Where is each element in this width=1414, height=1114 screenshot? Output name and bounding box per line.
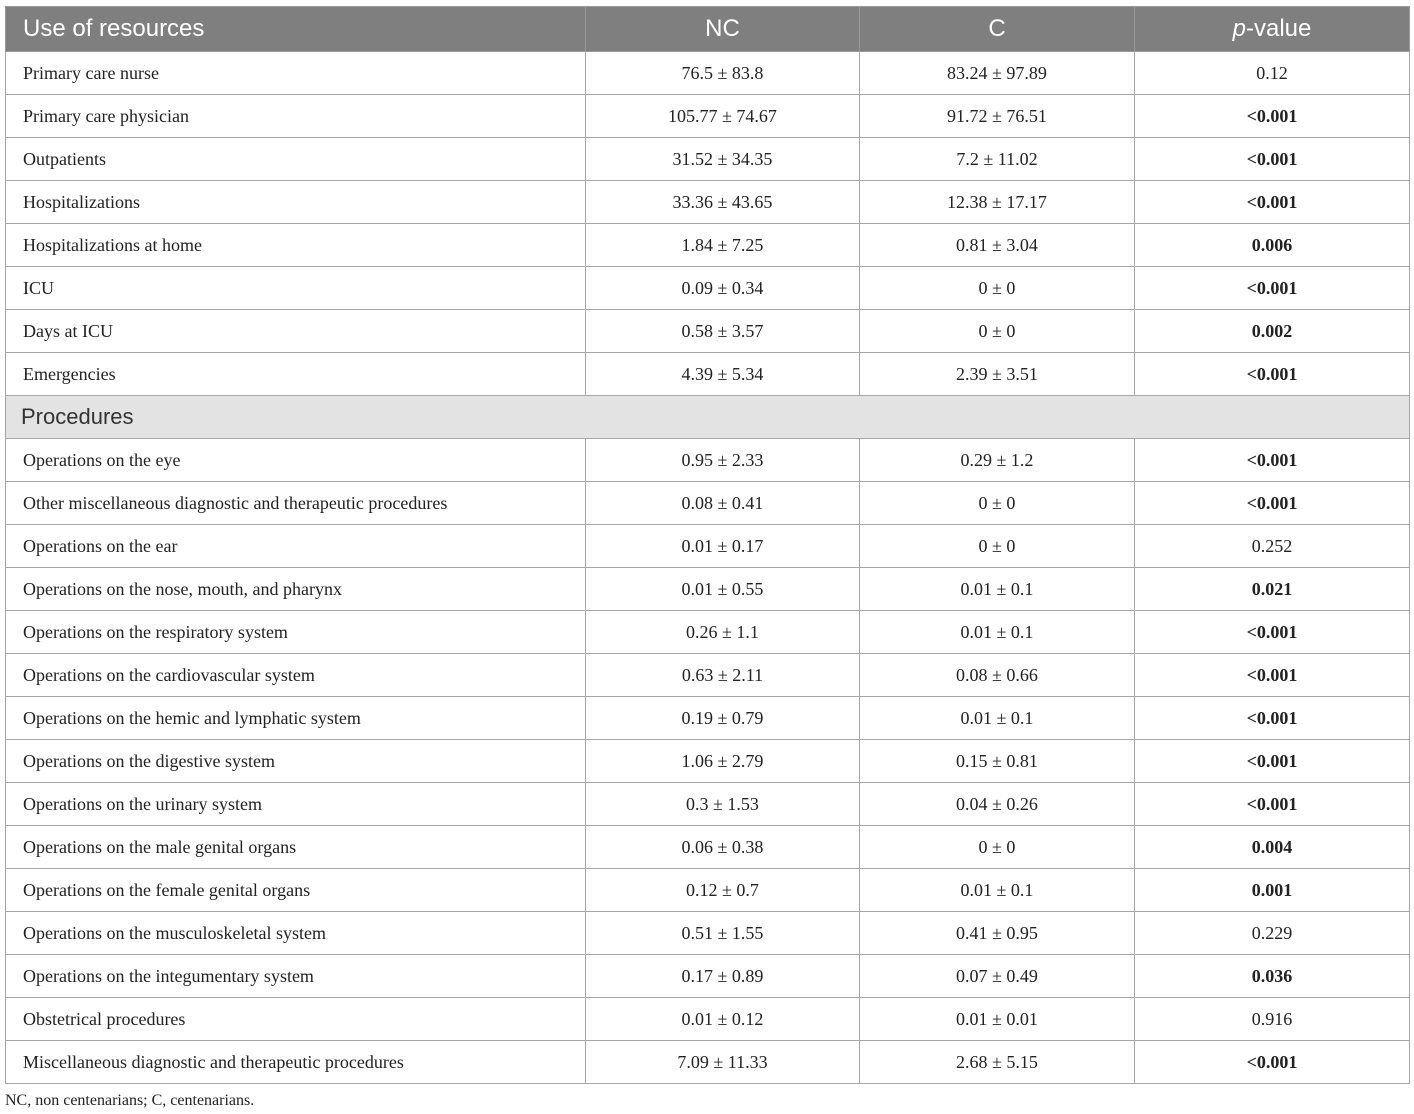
p-value: 0.021 xyxy=(1135,568,1410,611)
nc-value: 0.51 ± 1.55 xyxy=(586,912,860,955)
table-container xyxy=(5,6,1409,1084)
header-use-of-resources: Use of resources xyxy=(6,7,586,52)
row-label: Operations on the nose, mouth, and pharynx xyxy=(6,568,586,611)
nc-value: 1.06 ± 2.79 xyxy=(586,740,860,783)
p-value: <0.001 xyxy=(1135,611,1410,654)
p-value: 0.12 xyxy=(1135,52,1410,95)
c-value: 0.01 ± 0.1 xyxy=(860,697,1135,740)
nc-value: 1.84 ± 7.25 xyxy=(586,224,860,267)
table-row xyxy=(6,138,1410,181)
table-row xyxy=(6,525,1410,568)
p-value: <0.001 xyxy=(1135,95,1410,138)
c-value: 0.41 ± 0.95 xyxy=(860,912,1135,955)
table-row xyxy=(6,912,1410,955)
header-p-value xyxy=(1135,7,1410,52)
row-label: Hospitalizations xyxy=(6,181,586,224)
table-row xyxy=(6,740,1410,783)
table-row xyxy=(6,611,1410,654)
nc-value: 4.39 ± 5.34 xyxy=(586,353,860,396)
p-value: 0.916 xyxy=(1135,998,1410,1041)
nc-value: 0.63 ± 2.11 xyxy=(586,654,860,697)
nc-value: 0.26 ± 1.1 xyxy=(586,611,860,654)
table-row xyxy=(6,310,1410,353)
p-value: <0.001 xyxy=(1135,267,1410,310)
nc-value: 7.09 ± 11.33 xyxy=(586,1041,860,1084)
section-label-procedures: Procedures xyxy=(6,396,1410,439)
nc-value: 31.52 ± 34.35 xyxy=(586,138,860,181)
table-row xyxy=(6,439,1410,482)
table-row xyxy=(6,783,1410,826)
table-body xyxy=(6,52,1410,1084)
p-value: 0.001 xyxy=(1135,869,1410,912)
table-row xyxy=(6,568,1410,611)
nc-value: 0.3 ± 1.53 xyxy=(586,783,860,826)
row-label: Other miscellaneous diagnostic and therapeutic procedures xyxy=(6,482,586,525)
nc-value: 0.95 ± 2.33 xyxy=(586,439,860,482)
row-label: Operations on the female genital organs xyxy=(6,869,586,912)
p-value: 0.002 xyxy=(1135,310,1410,353)
row-label: Operations on the urinary system xyxy=(6,783,586,826)
nc-value: 76.5 ± 83.8 xyxy=(586,52,860,95)
c-value: 0.01 ± 0.01 xyxy=(860,998,1135,1041)
header-p-italic: p xyxy=(1232,15,1246,42)
row-label: Operations on the ear xyxy=(6,525,586,568)
row-label: Operations on the cardiovascular system xyxy=(6,654,586,697)
c-value: 0 ± 0 xyxy=(860,267,1135,310)
c-value: 83.24 ± 97.89 xyxy=(860,52,1135,95)
c-value: 7.2 ± 11.02 xyxy=(860,138,1135,181)
row-label: Emergencies xyxy=(6,353,586,396)
c-value: 0.01 ± 0.1 xyxy=(860,869,1135,912)
p-value: 0.229 xyxy=(1135,912,1410,955)
table-row xyxy=(6,1041,1410,1084)
table-row xyxy=(6,826,1410,869)
header-c: C xyxy=(860,7,1135,52)
p-value: <0.001 xyxy=(1135,482,1410,525)
c-value: 12.38 ± 17.17 xyxy=(860,181,1135,224)
row-label: Days at ICU xyxy=(6,310,586,353)
table-row xyxy=(6,267,1410,310)
row-label: Operations on the hemic and lymphatic system xyxy=(6,697,586,740)
header-p-suffix: -value xyxy=(1245,15,1312,42)
table-footnote: NC, non centenarians; C, centenarians. xyxy=(5,1092,255,1109)
c-value: 0.01 ± 0.1 xyxy=(860,568,1135,611)
c-value: 0 ± 0 xyxy=(860,482,1135,525)
p-value: <0.001 xyxy=(1135,138,1410,181)
nc-value: 0.01 ± 0.12 xyxy=(586,998,860,1041)
row-label: ICU xyxy=(6,267,586,310)
p-value: <0.001 xyxy=(1135,353,1410,396)
p-value: <0.001 xyxy=(1135,783,1410,826)
nc-value: 0.01 ± 0.17 xyxy=(586,525,860,568)
table-row xyxy=(6,95,1410,138)
row-label: Primary care physician xyxy=(6,95,586,138)
section-row xyxy=(6,396,1410,439)
c-value: 0.29 ± 1.2 xyxy=(860,439,1135,482)
table-row xyxy=(6,224,1410,267)
nc-value: 0.19 ± 0.79 xyxy=(586,697,860,740)
table-row xyxy=(6,52,1410,95)
resources-table xyxy=(5,6,1410,1084)
p-value: <0.001 xyxy=(1135,181,1410,224)
p-value: 0.036 xyxy=(1135,955,1410,998)
c-value: 2.68 ± 5.15 xyxy=(860,1041,1135,1084)
row-label: Operations on the musculoskeletal system xyxy=(6,912,586,955)
p-value: <0.001 xyxy=(1135,740,1410,783)
row-label: Primary care nurse xyxy=(6,52,586,95)
row-label: Obstetrical procedures xyxy=(6,998,586,1041)
table-row xyxy=(6,353,1410,396)
table-row xyxy=(6,181,1410,224)
nc-value: 0.08 ± 0.41 xyxy=(586,482,860,525)
row-label: Miscellaneous diagnostic and therapeutic procedures xyxy=(6,1041,586,1084)
row-label: Outpatients xyxy=(6,138,586,181)
nc-value: 105.77 ± 74.67 xyxy=(586,95,860,138)
c-value: 91.72 ± 76.51 xyxy=(860,95,1135,138)
c-value: 0.01 ± 0.1 xyxy=(860,611,1135,654)
table-row xyxy=(6,998,1410,1041)
c-value: 2.39 ± 3.51 xyxy=(860,353,1135,396)
header-row xyxy=(6,7,1410,52)
nc-value: 0.58 ± 3.57 xyxy=(586,310,860,353)
c-value: 0.07 ± 0.49 xyxy=(860,955,1135,998)
nc-value: 0.06 ± 0.38 xyxy=(586,826,860,869)
row-label: Operations on the eye xyxy=(6,439,586,482)
table-row xyxy=(6,654,1410,697)
header-nc: NC xyxy=(586,7,860,52)
c-value: 0.81 ± 3.04 xyxy=(860,224,1135,267)
p-value: 0.004 xyxy=(1135,826,1410,869)
c-value: 0.08 ± 0.66 xyxy=(860,654,1135,697)
c-value: 0 ± 0 xyxy=(860,525,1135,568)
c-value: 0 ± 0 xyxy=(860,826,1135,869)
p-value: <0.001 xyxy=(1135,439,1410,482)
table-row xyxy=(6,482,1410,525)
c-value: 0.15 ± 0.81 xyxy=(860,740,1135,783)
c-value: 0 ± 0 xyxy=(860,310,1135,353)
row-label: Operations on the respiratory system xyxy=(6,611,586,654)
table-row xyxy=(6,955,1410,998)
p-value: 0.252 xyxy=(1135,525,1410,568)
nc-value: 0.12 ± 0.7 xyxy=(586,869,860,912)
row-label: Operations on the male genital organs xyxy=(6,826,586,869)
nc-value: 0.17 ± 0.89 xyxy=(586,955,860,998)
p-value: <0.001 xyxy=(1135,1041,1410,1084)
p-value: <0.001 xyxy=(1135,697,1410,740)
nc-value: 0.01 ± 0.55 xyxy=(586,568,860,611)
nc-value: 33.36 ± 43.65 xyxy=(586,181,860,224)
c-value: 0.04 ± 0.26 xyxy=(860,783,1135,826)
p-value: 0.006 xyxy=(1135,224,1410,267)
row-label: Operations on the digestive system xyxy=(6,740,586,783)
nc-value: 0.09 ± 0.34 xyxy=(586,267,860,310)
row-label: Hospitalizations at home xyxy=(6,224,586,267)
table-row xyxy=(6,869,1410,912)
p-value: <0.001 xyxy=(1135,654,1410,697)
table-row xyxy=(6,697,1410,740)
row-label: Operations on the integumentary system xyxy=(6,955,586,998)
